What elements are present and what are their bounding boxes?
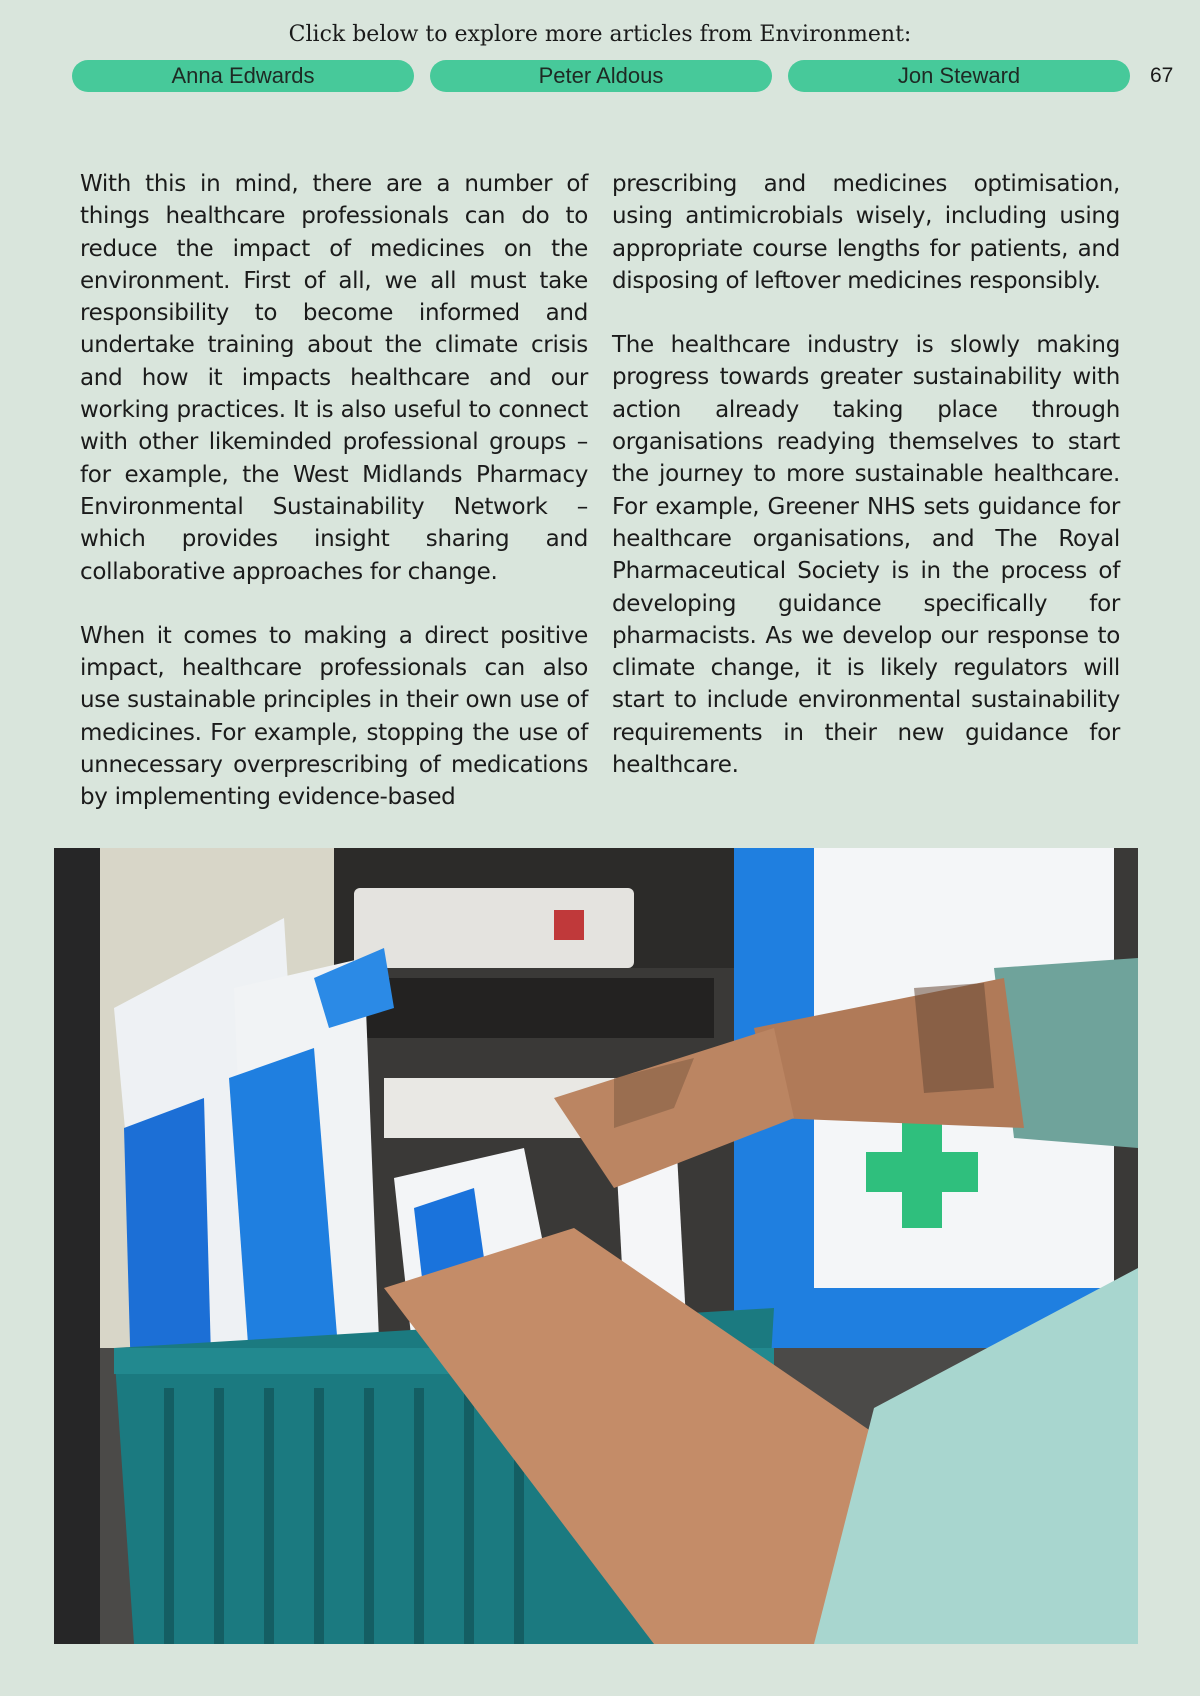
author-link-anna-edwards[interactable]: Anna Edwards bbox=[72, 60, 414, 92]
paragraph: prescribing and medicines optimisation, using antimicrobials wisely, including using appropriate course lengths for patients, and disposing of leftover medicines responsibly. bbox=[612, 171, 1120, 294]
author-links bbox=[72, 60, 1130, 92]
article-column-right bbox=[612, 168, 1120, 813]
article-body bbox=[80, 168, 1120, 811]
explore-more-heading: Click below to explore more articles from Environment: bbox=[288, 22, 912, 47]
author-link-jon-steward[interactable]: Jon Steward bbox=[788, 60, 1130, 92]
pharmacy-bags-photo bbox=[54, 848, 1138, 1644]
page-number: 67 bbox=[1150, 64, 1174, 87]
paragraph: With this in mind, there are a number of things healthcare professionals can do to reduce the impact of medicines on the environment. First of all, we all must take responsibility to become informed and undertake training about the climate crisis and how it impacts healthcare and our working practices. It is also useful to connect with other likeminded professional groups – for example, the West Midlands Pharmacy Environmental Sustainability Network – which provides insight sharing and collaborative approaches for change. bbox=[80, 171, 588, 585]
paragraph: The healthcare industry is slowly making progress towards greater sustainability with action already taking place through organisations readying themselves to start the journey to more sustainable healthcare. For example, Greener NHS sets guidance for healthcare organisations, and The Royal Pharmaceutical Society is in the process of developing guidance specifically for pharmacists. As we develop our response to climate change, it is likely regulators will start to include environmental sustainability requirements in their new guidance for healthcare. bbox=[612, 332, 1120, 779]
article-column-left bbox=[80, 168, 588, 846]
photo-illustration bbox=[54, 848, 1138, 1644]
paragraph: When it comes to making a direct positive impact, healthcare professionals can also use sustainable principles in their own use of medicines. For example, stopping the use of unnecessary overprescribing of medications by implementing evidence-based bbox=[80, 622, 588, 811]
author-link-peter-aldous[interactable]: Peter Aldous bbox=[430, 60, 772, 92]
